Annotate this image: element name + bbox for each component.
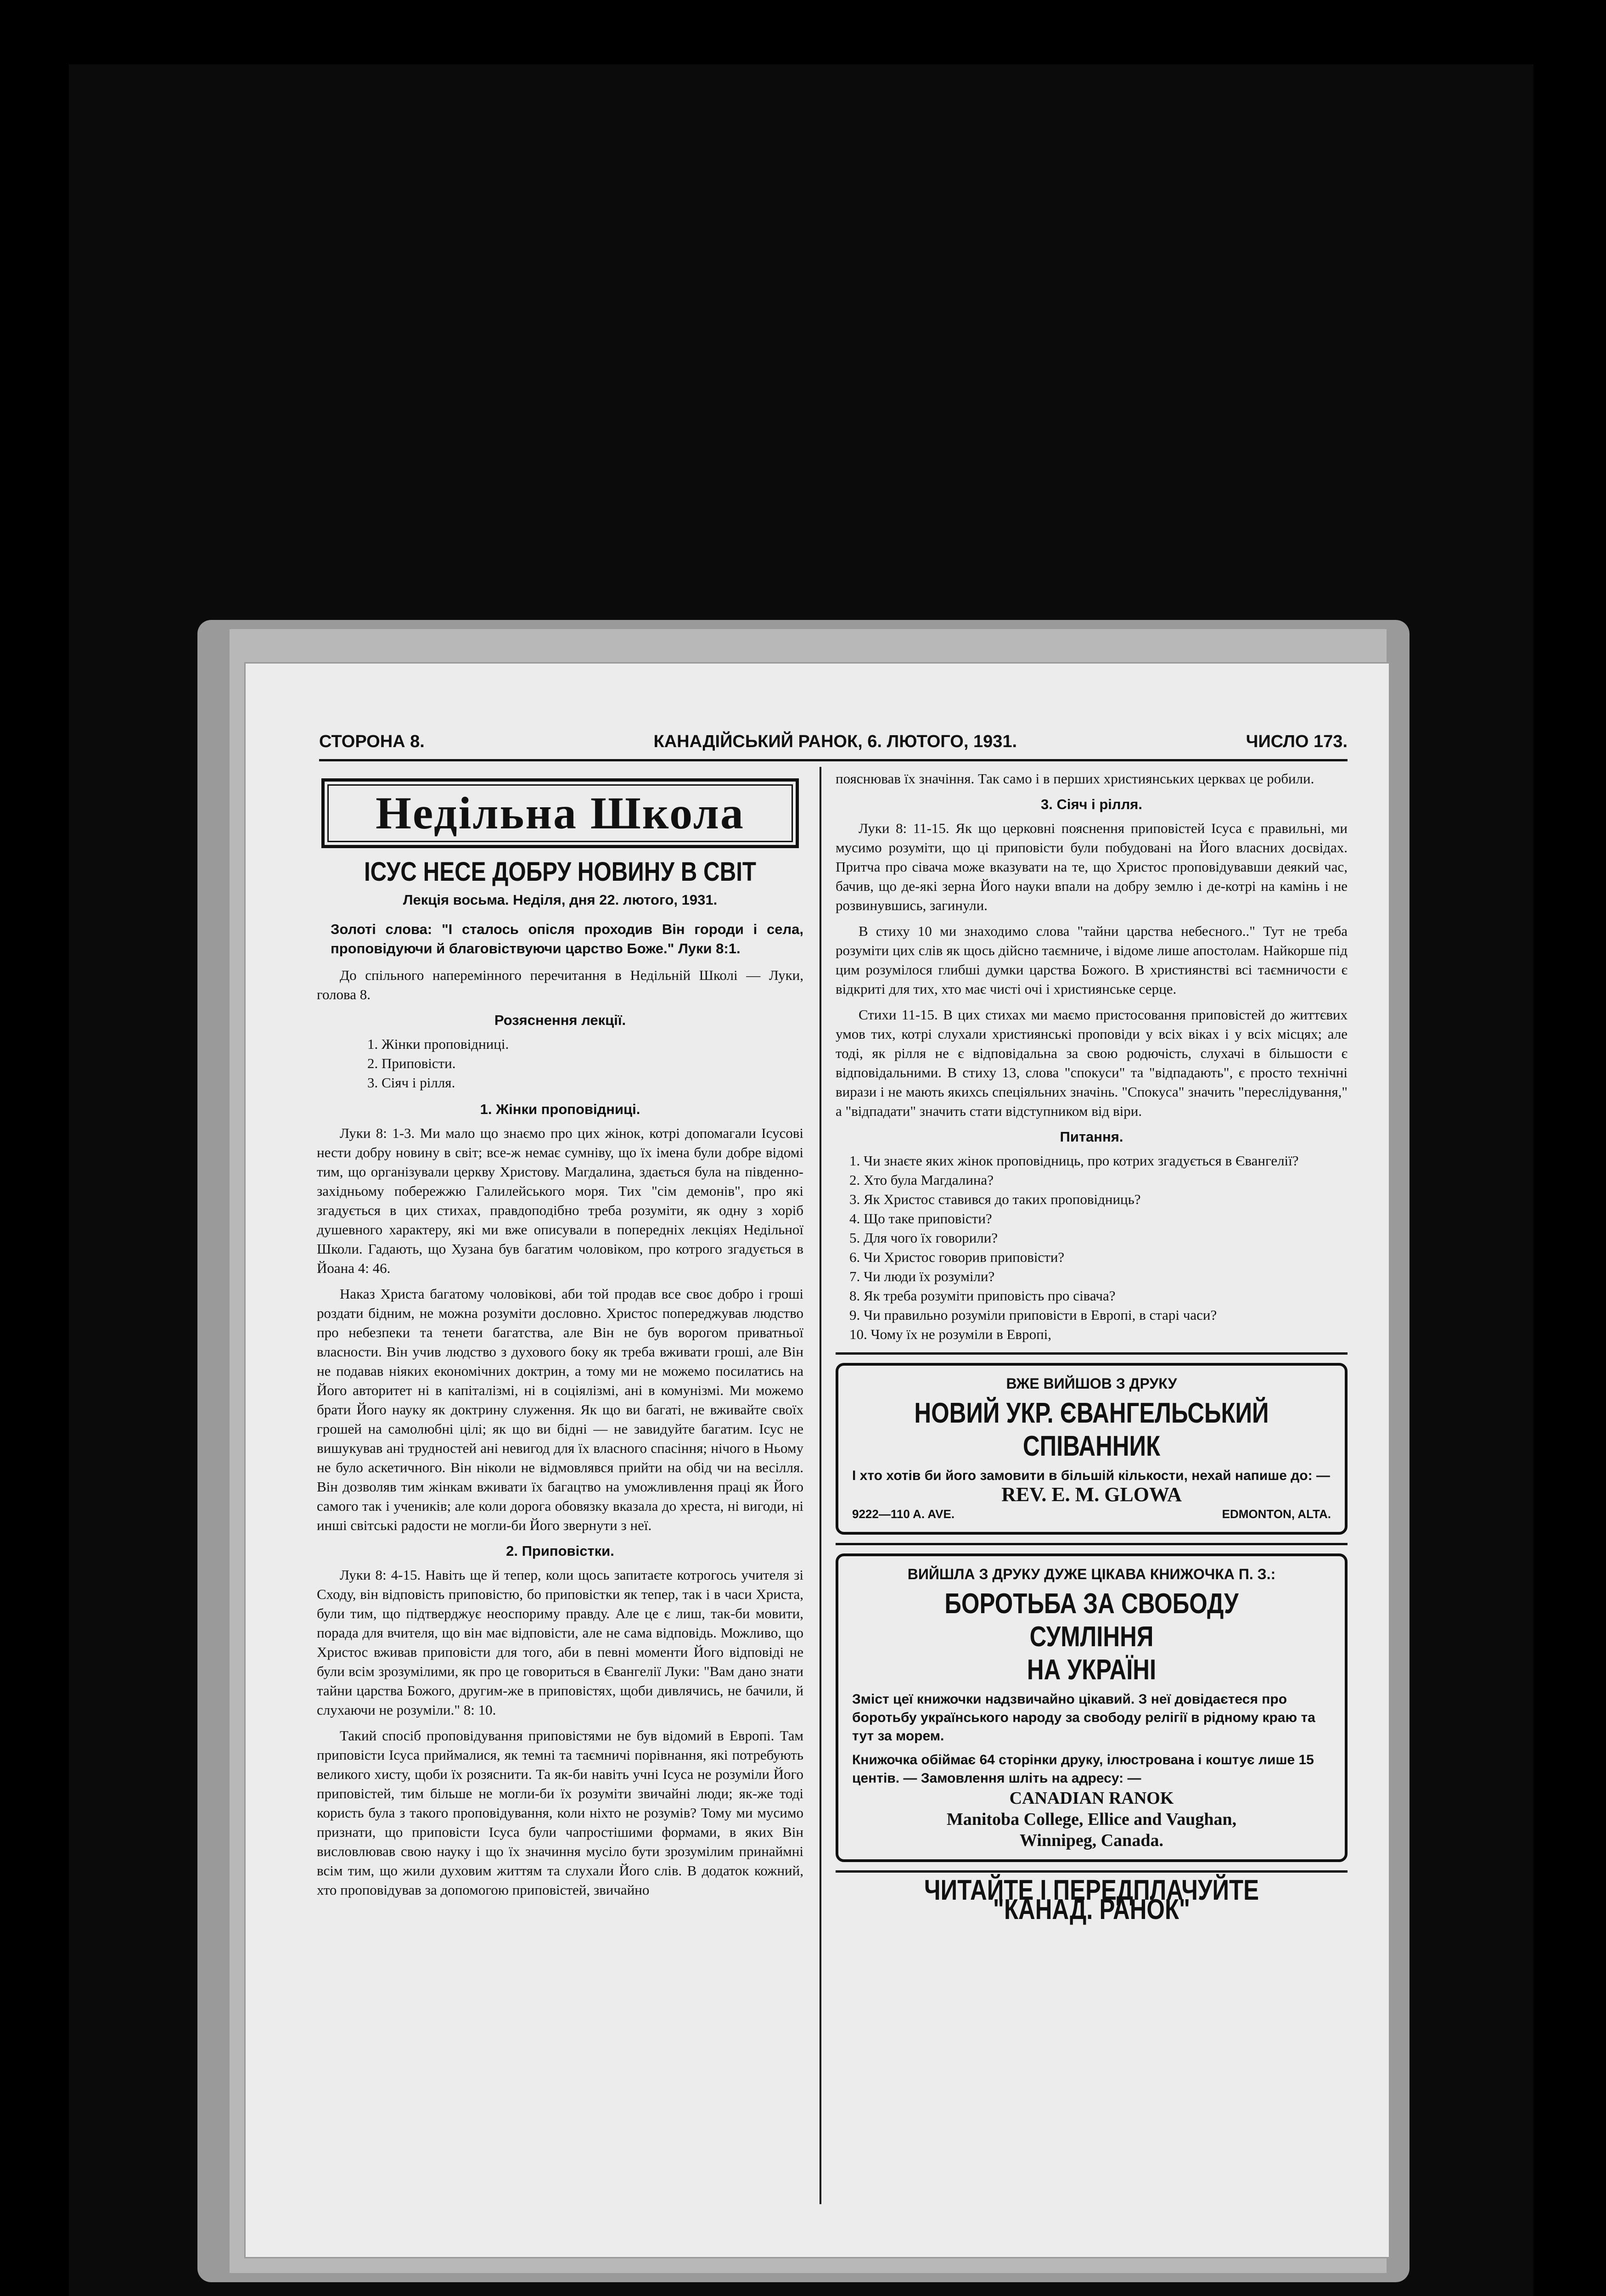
section-masthead [321, 778, 799, 848]
question-item: 4. Що таке приповісти? [849, 1210, 992, 1227]
ad-address [852, 1504, 1331, 1524]
ad-kicker: ВИЙШЛА З ДРУКУ ДУЖЕ ЦІКАВА КНИЖОЧКА П. З.: [907, 1566, 1276, 1582]
article-subtitle: Лекція восьма. Неділя, дня 22. лютого, 1931. [403, 892, 718, 908]
right-column [836, 769, 1348, 1925]
divider [836, 1870, 1348, 1873]
questions-list [849, 1151, 1348, 1344]
ad-contact-name: REV. E. M. GLOWA [1001, 1483, 1182, 1506]
golden-words: Золоті слова: "І сталось опісля проходив Він городи і села, проповідуючи й благовіствуючи царство Боже." Луки 8:1. [331, 921, 803, 957]
ad-kicker: ВЖЕ ВИЙШОВ З ДРУКУ [1006, 1375, 1177, 1392]
ad-publisher-address: Manitoba College, Ellice and Vaughan, [946, 1810, 1237, 1829]
ad-publisher-city: Winnipeg, Canada. [1020, 1831, 1163, 1850]
body-paragraph: Стихи 11-15. В цих стихах ми маємо пристосовання приповістей до життєвих умов тих, котрі слухали християнські проповіди у всіх віках і у всіх місцях; але тоді, як рілля не є відповідальна за свою родючість, слухачі в більшости є відповідальними. В стиху 13, слова "спокуси" та "відпадають", є просто технічні вирази і не мають якихсь спеціяльних значінь. "Спокуса" значить "переслідування," а "відпадати" значить стати відступником від віри. [836, 1007, 1348, 1119]
question-item: 1. Чи знаєте яких жінок проповідниць, про котрих згадується в Євангелії? [849, 1153, 1299, 1169]
subscribe-banner: ЧИТАЙТЕ І ПЕРЕДПЛАЧУЙТЕ "КАНАД. РАНОК" [924, 1874, 1259, 1925]
body-paragraph: Луки 8: 11-15. Як що церковні пояснення приповістей Ісуса є правильні, ми мусимо розуміти, що ці приповісти були побудовані на Його власних досвідах. Притча про сівача може вказувати на те, що Христос проповідувавши деякий час, бачив, що де-які зерна Його науки впали на добру землю і де-котрі на камінь і не розвинувшись, загинули. [836, 820, 1348, 913]
outline-item: 1. Жінки проповідниці. [367, 1036, 509, 1052]
ad-headline-2: НА УКРАЇНІ [1027, 1654, 1157, 1686]
ad-publisher: CANADIAN RANOK [1009, 1789, 1174, 1808]
left-column [317, 778, 803, 1906]
outline-list [367, 1035, 803, 1092]
question-item: 3. Як Христос ставився до таких проповідниць? [849, 1191, 1141, 1207]
booklet-advertisement [836, 1553, 1348, 1862]
outline-item: 2. Приповісти. [367, 1055, 456, 1071]
section-heading: 2. Приповістки. [506, 1543, 614, 1559]
ad-text-2: Книжочка обіймає 64 сторінки друку, ілюстрована і коштує лише 15 центів. — Замовлення шліть на адресу: — [852, 1752, 1314, 1786]
outline-heading: Розяснення лекції. [494, 1012, 626, 1028]
question-item: 8. Як треба розуміти приповість про сівача? [849, 1288, 1116, 1304]
ad-text: Зміст цеї книжочки надзвичайно цікавий. З неї довідаєтеся про боротьбу українського народу за свободу релігії в рідному краю та тут за морем. [852, 1692, 1315, 1744]
masthead-title: Недільна Школа [327, 784, 793, 842]
question-item: 10. Чому їх не розуміли в Европі, [849, 1326, 1052, 1342]
ad-headline: БОРОТЬБА ЗА СВОБОДУ СУМЛІННЯ [944, 1588, 1239, 1653]
ad-text: І хто хотів би його замовити в більшій кількости, нехай напише до: — [852, 1468, 1330, 1483]
page-header [319, 728, 1348, 761]
question-item: 6. Чи Христос говорив приповісти? [849, 1249, 1065, 1265]
section-heading: 3. Сіяч і рілля. [1040, 796, 1143, 812]
body-paragraph: В стиху 10 ми знаходимо слова "тайни царства небесного.." Тут не треба розуміти цих слів як щось дійсно таємниче, і відоме лише апостолам. Найкорше під цим розумілося глибші думки царства Божого. В християнстві всі таємничости є відкриті для тих, хто має чисті очі і християнське серце. [836, 923, 1348, 997]
body-paragraph: Наказ Христа багатому чоловікові, аби той продав все своє добро і гроші роздати бідним, не можна розуміти дословно. Христос попереджував людство про небезпеки та тенети багатства, але Він не був ворогом приватньої власности. Він учив людство з духового боку як треба вживати гроші, але Він не подавав ніяких економічних доктрин, а тому ми не можемо посилатись на Його авторитет ні в капіталізмі, ні в соціялізмі, ані в комунізмі. Ми можемо брати Його науку як доктрину служення. Як що ви багаті, не вживайте своїх грошей на самолюбні цілі; як що ви бідні — не завидуйте багатим. Ісус не вишукував ані трудностей ані невигод для їх власного спасіння; нічого в Ньому не було аскетичного. Він ніколи не відмовлявся прийти на обід чи на весілля. Він дозволяв тим жінкам вживати їх багацтво на уможливлення праці як Його самого так і учеників; але коли дорога обовязку вказала до хреста, ні вигоди, ні инші світські радости не могли-би Його звернути з неї. [317, 1286, 803, 1533]
ad-headline: НОВИЙ УКР. ЄВАНГЕЛЬСЬКИЙ СПІВАННИК [914, 1397, 1269, 1462]
page-number: СТОРОНА 8. [319, 732, 425, 751]
newspaper-page [246, 664, 1389, 2257]
column-rule [820, 767, 821, 2204]
question-item: 7. Чи люди їх розуміли? [849, 1268, 995, 1284]
questions-heading: Питання. [1060, 1129, 1123, 1145]
ad-street: 9222—110 A. AVE. [852, 1507, 955, 1521]
section-heading: 1. Жінки проповідниці. [480, 1101, 640, 1117]
divider [836, 1352, 1348, 1355]
question-item: 9. Чи правильно розуміли приповісти в Европі, в старі часи? [849, 1307, 1217, 1323]
body-paragraph: Луки 8: 1-3. Ми мало що знаємо про цих жінок, котрі допомагали Ісусові нести добру новину в світ; все-ж немає сумніву, що їх імена були добре відомі тим, що організували церкву Христову. Магдалина, здається була на південно-західньому побережжю Галилейського моря. Тих "сім демонів", про які згадується в цих стихах, правдоподібно треба розуміти, як одну з хоріб душевного характеру, які ми вже описували в попередніх лекціях Недільної Школи. Гадають, що Хузана був багатим чоловіком, про котрого згадується в Йоана 4: 46. [317, 1125, 803, 1276]
hymnal-advertisement [836, 1363, 1348, 1535]
paper-dateline: КАНАДІЙСЬКИЙ РАНОК, 6. ЛЮТОГО, 1931. [653, 732, 1017, 751]
outline-item: 3. Сіяч і рілля. [367, 1075, 455, 1091]
body-paragraph: Луки 8: 4-15. Навіть ще й тепер, коли щось запитаєте котрогось учителя зі Сходу, він відповість приповістю, бо приповістки як тепер, так і в часи Христа, були тим, що підтверджує неоспориму правду. Але це є лиш, так-би мовити, порада для вчителя, що він має відповісти, але не сама відповідь. Можливо, що Христос вживав приповісти для того, аби в певні моменти Його відповіді не були всім зрозумілими, як про це говориться в Євангелії Луки: "Вам дано знати тайни царства Божого, другим-же в приповістях, щоби дивлячись, не бачили, й слухаючи не розуміли." 8: 10. [317, 1567, 803, 1718]
divider [836, 1543, 1348, 1545]
article-title: ІСУС НЕСЕ ДОБРУ НОВИНУ В СВІТ [364, 857, 757, 887]
ad-city: EDMONTON, ALTA. [1222, 1507, 1331, 1521]
intro-paragraph: До спільного наперемінного перечитання в Недільній Школі — Луки, голова 8. [317, 967, 803, 1002]
question-item: 2. Хто була Магдалина? [849, 1172, 994, 1188]
body-paragraph: Такий спосіб проповідування приповістями не був відомий в Европі. Там приповісти Ісуса приймалися, як темні та таємничі порівнання, які потребують великого хисту, щоби їх розяснити. Та як-би навіть учні Ісуса не розуміли Його приповістей, тим більше не могли-би їх розуміти звичайні люди; як-же тоді користь була з такого проповідування, коли ніхто не розумів? Тому ми мусимо признати, що приповісти Ісуса були чапростішими формами, в яких Він висловлював свою науку і що їх значиння мусіло бути зрозумілим принаймні всім тим, що жили духовим життям та слухали Його слів. В додаток кожний, хто проповідував за допомогою приповістей, звичайно [317, 1728, 803, 1898]
question-item: 5. Для чого їх говорили? [849, 1230, 998, 1246]
continued-paragraph: пояснював їх значіння. Так само і в перших християнських церквах це робили. [836, 771, 1314, 787]
issue-number: ЧИСЛО 173. [1246, 732, 1348, 751]
